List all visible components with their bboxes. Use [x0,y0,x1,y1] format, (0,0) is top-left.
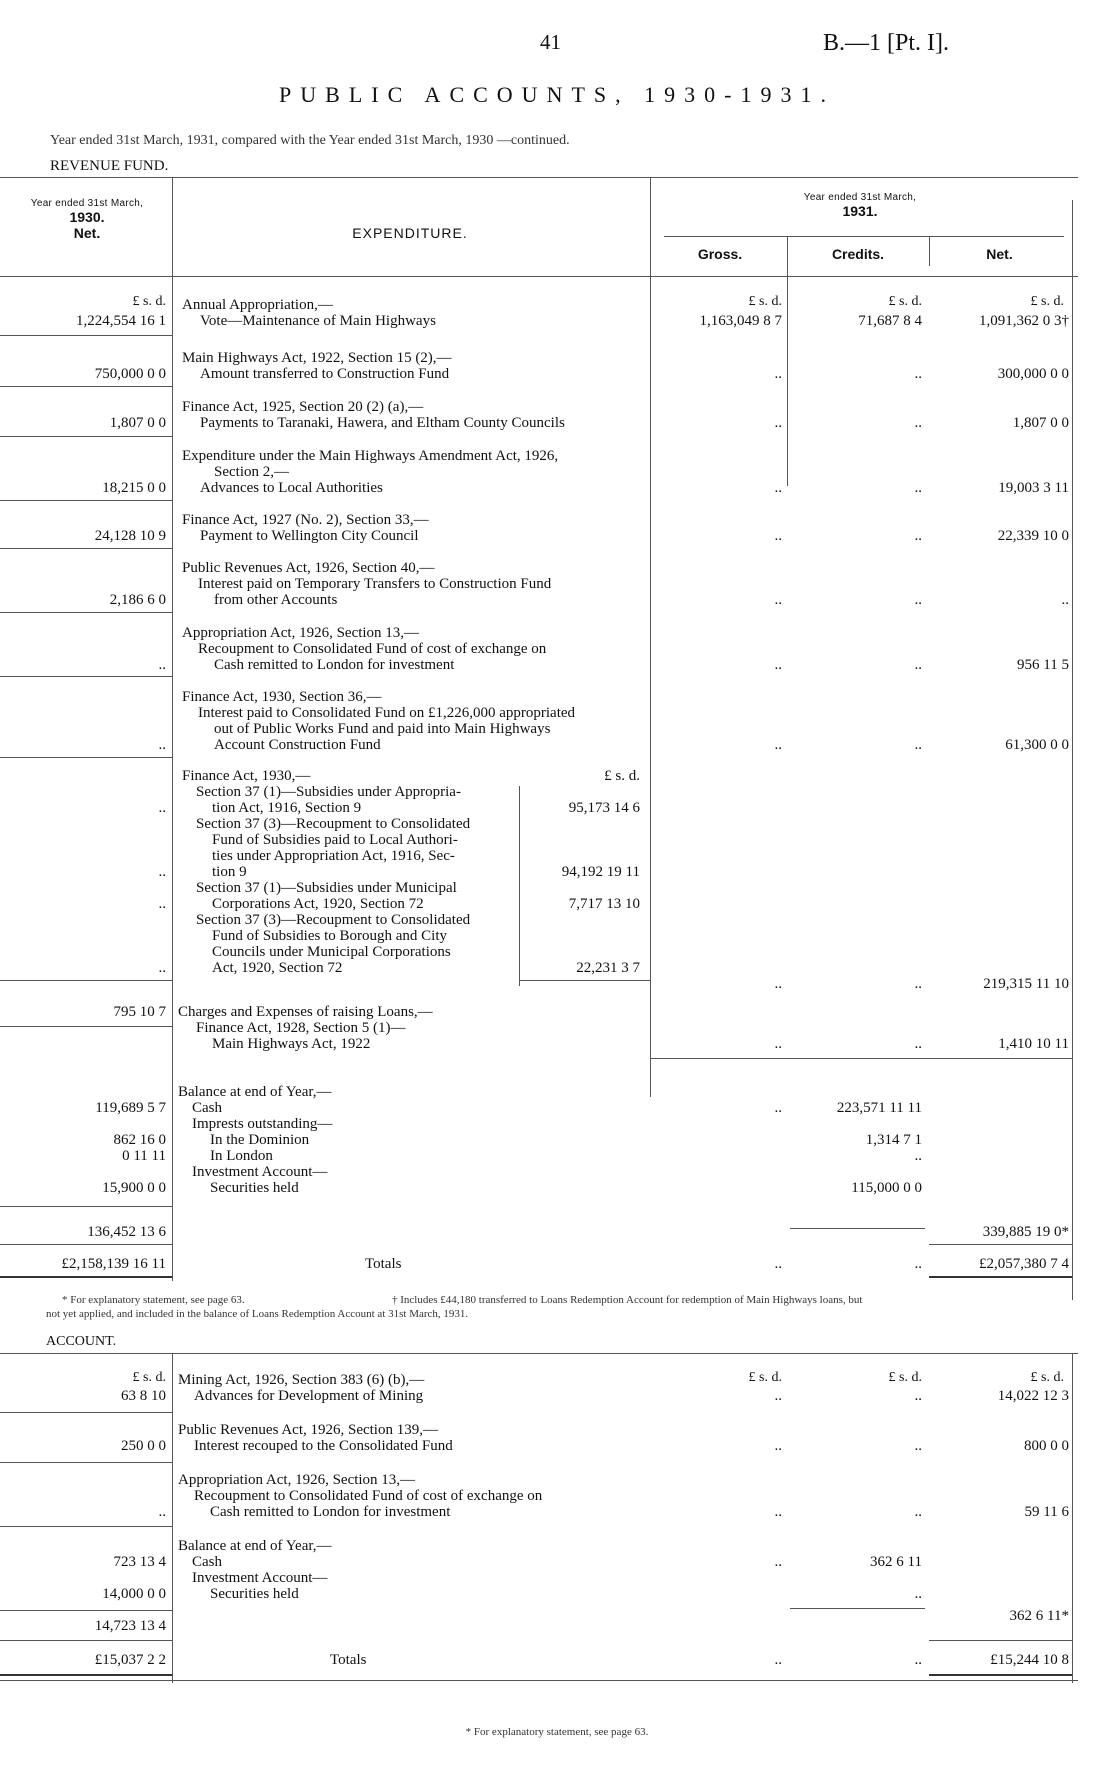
account2-row0-credits: .. [914,1388,922,1404]
row7-subheading2: out of Public Works Fund and paid into Main Highways [214,721,551,737]
row7-net: 61,300 0 0 [1005,737,1069,753]
fin1930-item1-amount: 94,192 19 11 [561,864,640,880]
balance-securities-label: Securities held [210,1180,299,1196]
account2-row2-gross: .. [774,1504,782,1520]
account2-balance-heading: Balance at end of Year,— [178,1538,332,1554]
account2-prev-double-rule [0,1674,172,1676]
account2-row0-rule [0,1412,172,1413]
account2-row2-rule [0,1526,172,1527]
charges-item: Main Highways Act, 1922 [212,1036,371,1052]
fin1930-item0-amount: 95,173 14 6 [568,800,640,816]
row0-credits: 71,687 8 4 [858,313,922,329]
row0-gross: 1,163,049 8 7 [699,313,782,329]
footnote-dagger-2: not yet applied, and included in the balance of Loans Redemption Account at 31st March, 1931. [46,1308,469,1320]
page-subtitle: Year ended 31st March, 1931, compared with the Year ended 31st March, 1930 —continued. [50,133,570,148]
row2-rule [0,436,172,437]
row5-prev: 2,186 6 0 [109,592,166,608]
row2-credits: .. [914,415,922,431]
account2-row1-item: Interest recouped to the Consolidated Fund [194,1438,453,1454]
account2-row2-net: 59 11 6 [1024,1504,1069,1520]
fin1930-item1-line3: tion 9 [212,864,247,880]
balance-imprests-label: Imprests outstanding— [192,1116,333,1132]
page-number: 41 [540,30,561,54]
charges-subheading: Finance Act, 1928, Section 5 (1)— [196,1020,406,1036]
account2-row2-subheading: Recoupment to Consolidated Fund of cost of exchange on [194,1488,543,1504]
row2-heading: Finance Act, 1925, Section 20 (2) (a),— [182,399,424,415]
account2-row0-item: Advances for Development of Mining [194,1388,424,1404]
account2-totals-gross: .. [774,1652,782,1668]
account2-right-rule [1072,1353,1073,1683]
charges-prev: 795 10 7 [113,1004,166,1020]
account2-heading: ACCOUNT. [46,1334,117,1349]
account2-credits-lsd: £ s. d. [888,1370,922,1385]
account2-balance-credits-rule [790,1608,925,1609]
fin1930-gross: .. [774,976,782,992]
account2-row2-credits: .. [914,1504,922,1520]
row4-rule [0,548,172,549]
row1-heading: Main Highways Act, 1922, Section 15 (2),— [182,350,452,366]
row0-item: Vote—Maintenance of Main Highways [200,313,436,329]
row5-credits: .. [914,592,922,608]
row3-rule [0,500,172,501]
account2-row1-prev: 250 0 0 [121,1438,166,1454]
fin1930-subtotal-rule [520,980,650,981]
balance-invest-label: Investment Account— [192,1164,328,1180]
account2-gross-lsd: £ s. d. [748,1370,782,1385]
row6-gross: .. [774,657,782,673]
row1-credits: .. [914,366,922,382]
fin1930-net: 219,315 11 10 [983,976,1069,992]
row3-heading: Expenditure under the Main Highways Amendment Act, 1926, [182,448,559,464]
fin1930-item2-prev: .. [158,896,166,912]
row0-rule [0,335,172,336]
row6-heading: Appropriation Act, 1926, Section 13,— [182,625,420,641]
account2-balance-cash-credits: 362 6 11 [870,1554,922,1570]
account2-row0-heading: Mining Act, 1926, Section 383 (6) (b),— [178,1372,425,1388]
balance-dominion-label: In the Dominion [210,1132,310,1148]
year-header-rule [664,236,1064,237]
balance-net-total: 339,885 19 0* [982,1224,1069,1240]
account2-balance-invest-label: Investment Account— [192,1570,328,1586]
balance-cash-gross: .. [774,1100,782,1116]
account2-totals-net-rule [929,1640,1072,1641]
fund-heading: REVENUE FUND. [50,158,169,174]
row0-prev: 1,224,554 16 1 [76,313,166,329]
charges-rule [0,1026,172,1027]
row1-rule [0,386,172,387]
balance-dominion-prev: 862 16 0 [113,1132,166,1148]
totals-prev-double-rule [0,1276,172,1278]
account2-balance-prev-total: 14,723 13 4 [94,1618,166,1634]
row6-prev: .. [158,657,166,673]
account2-row1-rule [0,1462,172,1463]
fin1930-item0-line0: Section 37 (1)—Subsidies under Appropria- [196,784,461,800]
footnote-dagger-1: † Includes £44,180 transferred to Loans Redemption Account for redemption of Main Highways loans, but [392,1294,863,1306]
account2-totals-credits: .. [914,1652,922,1668]
row5-net: .. [1061,592,1069,608]
row1-item: Amount transferred to Construction Fund [200,366,450,382]
page-reference: B.—1 [Pt. I]. [823,30,949,56]
row3-subheading: Section 2,— [214,464,289,480]
prev-lsd-label: £ s. d. [132,294,166,309]
fin1930-item1-line2: ties under Appropriation Act, 1916, Sec- [212,848,455,864]
net-heading: Net. [986,246,1013,262]
totals-prev: £2,158,139 16 11 [61,1256,166,1272]
fin1930-credits: .. [914,976,922,992]
account2-row0-gross: .. [774,1388,782,1404]
balance-prev-rule [0,1206,172,1207]
row3-credits: .. [914,480,922,496]
row3-prev: 18,215 0 0 [102,480,166,496]
totals-label: Totals [365,1256,402,1272]
balance-securities-credits: 115,000 0 0 [851,1180,922,1196]
row1-prev: 750,000 0 0 [94,366,166,382]
balance-cash-prev: 119,689 5 7 [95,1100,166,1116]
charges-gross: .. [774,1036,782,1052]
row0-heading: Annual Appropriation,— [182,297,333,313]
account2-totals-net: £15,244 10 8 [990,1652,1069,1668]
footnote-star: * For explanatory statement, see page 63. [62,1294,245,1306]
prev-year-heading [4,198,170,241]
balance-heading: Balance at end of Year,— [178,1084,332,1100]
account2-row1-net: 800 0 0 [1024,1438,1069,1454]
account2-balance-securities-prev: 14,000 0 0 [102,1586,166,1602]
prev-year-top-label: Year ended 31st March, [30,198,144,209]
cur-year-heading [655,192,1065,219]
fin1930-item3-prev: .. [158,960,166,976]
gross-heading: Gross. [697,246,743,262]
totals-credits: .. [914,1256,922,1272]
balance-london-label: In London [210,1148,273,1164]
row4-gross: .. [774,528,782,544]
fin1930-item1-prev: .. [158,864,166,880]
expenditure-heading: EXPENDITURE. [352,225,468,241]
prev-year-label: 1930. [69,209,105,225]
fin1930-item3-line3: Act, 1920, Section 72 [212,960,343,976]
row5-gross: .. [774,592,782,608]
row7-credits: .. [914,737,922,753]
totals-net-double-rule [929,1276,1072,1278]
account2-net-lsd: £ s. d. [1030,1370,1064,1385]
row0-net: 1,091,362 0 3† [979,313,1069,329]
col-divider-credits [929,236,930,266]
balance-cash-label: Cash [192,1100,222,1116]
balance-london-credits: .. [914,1148,922,1164]
fin1930-rule [0,980,172,981]
account2-row2-heading: Appropriation Act, 1926, Section 13,— [178,1472,416,1488]
fin1930-item2-line1: Corporations Act, 1920, Section 72 [212,896,424,912]
row5-subheading: Interest paid on Temporary Transfers to Construction Fund [198,576,552,592]
row7-prev: .. [158,737,166,753]
balance-credits-rule [790,1228,925,1229]
bottom-footnote: * For explanatory statement, see page 63. [465,1726,649,1738]
totals-gross: .. [774,1256,782,1272]
fin1930-item0-prev: .. [158,800,166,816]
row4-prev: 24,128 10 9 [94,528,166,544]
row5-item: from other Accounts [214,592,338,608]
table-right-rule [1072,200,1073,1300]
balance-cash-credits: 223,571 11 11 [836,1100,922,1116]
col-divider-expenditure [650,177,651,1097]
account2-bottom-rule [0,1680,1078,1681]
balance-securities-prev: 15,900 0 0 [102,1180,166,1196]
row7-heading: Finance Act, 1930, Section 36,— [182,689,382,705]
net-lsd-label: £ s. d. [1030,294,1064,309]
cur-year-top-label: Year ended 31st March, [803,192,917,203]
account2-prev-lsd: £ s. d. [132,1370,166,1385]
balance-dominion-credits: 1,314 7 1 [865,1132,922,1148]
totals-net-rule [929,1244,1072,1245]
row4-credits: .. [914,528,922,544]
account2-net-double-rule [929,1674,1072,1676]
header-bottom-rule [0,276,1078,277]
fin1930-item1-line0: Section 37 (3)—Recoupment to Consolidated [196,816,471,832]
account2-row2-prev: .. [158,1504,166,1520]
row6-credits: .. [914,657,922,673]
account2-top-rule [0,1353,1078,1354]
account2-balance-net-total: 362 6 11* [1009,1608,1069,1624]
credits-heading: Credits. [831,246,885,262]
account2-balance-securities-credits: .. [914,1586,922,1602]
fin1930-heading: Finance Act, 1930,— [182,768,311,784]
account2-balance-cash-label: Cash [192,1554,222,1570]
table-top-rule [0,177,1078,178]
col-divider-prev [172,177,173,1281]
account2-totals-label: Totals [330,1652,367,1668]
row6-item: Cash remitted to London for investment [214,657,455,673]
col-divider-gross [787,236,788,486]
row7-rule [0,757,172,758]
row3-item: Advances to Local Authorities [200,480,383,496]
account2-row1-gross: .. [774,1438,782,1454]
account2-row2-item: Cash remitted to London for investment [210,1504,451,1520]
page-title: PUBLIC ACCOUNTS, 1930-1931. [279,82,835,107]
account2-col-divider-prev [172,1353,173,1683]
fin1930-item2-line0: Section 37 (1)—Subsidies under Municipal [196,880,457,896]
cur-year-label: 1931. [842,203,878,219]
row6-subheading: Recoupment to Consolidated Fund of cost of exchange on [198,641,547,657]
fin1930-item3-line1: Fund of Subsidies to Borough and City [212,928,448,944]
account2-row1-credits: .. [914,1438,922,1454]
account2-row0-net: 14,022 12 3 [997,1388,1069,1404]
row6-rule [0,676,172,677]
row2-net: 1,807 0 0 [1012,415,1069,431]
totals-net: £2,057,380 7 4 [979,1256,1069,1272]
charges-credits: .. [914,1036,922,1052]
row4-net: 22,339 10 0 [997,528,1069,544]
prev-net-label: Net. [73,225,101,241]
row2-prev: 1,807 0 0 [109,415,166,431]
account2-balance-cash-prev: 723 13 4 [113,1554,166,1570]
fin1930-item3-line0: Section 37 (3)—Recoupment to Consolidated [196,912,471,928]
account2-balance-cash-gross: .. [774,1554,782,1570]
fin1930-item3-line2: Councils under Municipal Corporations [212,944,451,960]
row1-net: 300,000 0 0 [997,366,1069,382]
charges-heading: Charges and Expenses of raising Loans,— [178,1004,433,1020]
charges-net: 1,410 10 11 [998,1036,1069,1052]
fin1930-item2-amount: 7,717 13 10 [568,896,640,912]
fin1930-item1-line1: Fund of Subsidies paid to Local Authori- [212,832,458,848]
row6-net: 956 11 5 [1017,657,1069,673]
row2-gross: .. [774,415,782,431]
gross-lsd-label: £ s. d. [748,294,782,309]
fin1930-item3-amount: 22,231 3 7 [576,960,640,976]
charges-bottom-rule [650,1058,1072,1059]
row7-gross: .. [774,737,782,753]
account2-row0-prev: 63 8 10 [121,1388,166,1404]
row7-item: Account Construction Fund [214,737,381,753]
account2-balance-prev-rule [0,1610,172,1611]
row2-item: Payments to Taranaki, Hawera, and Eltham County Councils [200,415,565,431]
fin1930-lsd-label: £ s. d. [604,768,640,784]
account2-balance-securities-label: Securities held [210,1586,299,1602]
row7-subheading: Interest paid to Consolidated Fund on £1,226,000 appropriated [198,705,576,721]
row3-net: 19,003 3 11 [998,480,1069,496]
row1-gross: .. [774,366,782,382]
balance-prev-total: 136,452 13 6 [87,1224,166,1240]
balance-london-prev: 0 11 11 [122,1148,166,1164]
row5-rule [0,612,172,613]
account2-row1-heading: Public Revenues Act, 1926, Section 139,— [178,1422,438,1438]
fin1930-amount-divider [519,786,520,986]
fin1930-item0-line1: tion Act, 1916, Section 9 [212,800,362,816]
totals-prev-rule [0,1244,172,1245]
row4-heading: Finance Act, 1927 (No. 2), Section 33,— [182,512,429,528]
credits-lsd-label: £ s. d. [888,294,922,309]
row3-gross: .. [774,480,782,496]
row4-item: Payment to Wellington City Council [200,528,419,544]
account2-totals-prev-rule [0,1640,172,1641]
account2-totals-prev: £15,037 2 2 [94,1652,166,1668]
row5-heading: Public Revenues Act, 1926, Section 40,— [182,560,435,576]
